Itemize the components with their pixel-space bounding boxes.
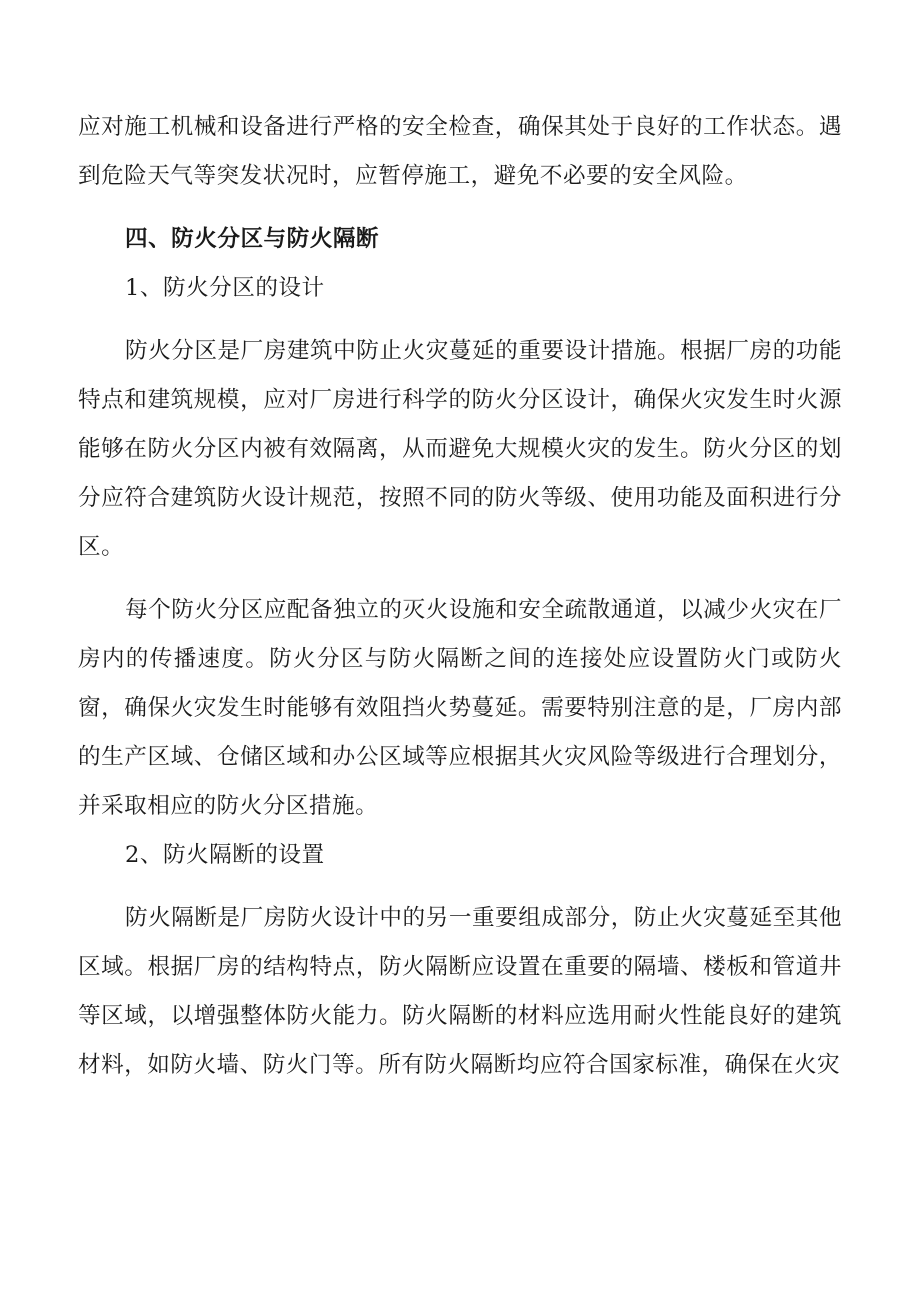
subsection-1-paragraph-2: 每个防火分区应配备独立的灭火设施和安全疏散通道，以减少火灾在厂房内的传播速度。防火分区与防火隔断之间的连接处应设置防火门或防火窗，确保火灾发生时能够有效阻挡火势蔓延。需要特别注意的是，厂房内部的生产区域、仓储区域和办公区域等应根据其火灾风险等级进行合理划分，并采取相应的防火分区措施。	[78, 597, 842, 819]
intro-paragraph: 应对施工机械和设备进行严格的安全检查，确保其处于良好的工作状态。遇到危险天气等突发状况时，应暂停施工，避免不必要的安全风险。	[78, 114, 842, 189]
subsection-2-paragraph-1: 防火隔断是厂房防火设计中的另一重要组成部分，防止火灾蔓延至其他区域。根据厂房的结构特点，防火隔断应设置在重要的隔墙、楼板和管道井等区域，以增强整体防火能力。防火隔断的材料应选用耐火性能良好的建筑材料，如防火墙、防火门等。所有防火隔断均应符合国家标准，确保在火灾	[78, 905, 842, 1078]
subsection-heading-1: 1、防火分区的设计	[125, 275, 325, 301]
subsection-1-paragraph-1: 防火分区是厂房建筑中防止火灾蔓延的重要设计措施。根据厂房的功能特点和建筑规模，应对厂房进行科学的防火分区设计，确保火灾发生时火源能够在防火分区内被有效隔离，从而避免大规模火灾的发生。防火分区的划分应符合建筑防火设计规范，按照不同的防火等级、使用功能及面积进行分区。	[78, 338, 842, 560]
subsection-heading-2: 2、防火隔断的设置	[125, 842, 325, 868]
document-page	[78, 103, 842, 1090]
section-heading: 四、防火分区与防火隔断	[125, 226, 380, 252]
